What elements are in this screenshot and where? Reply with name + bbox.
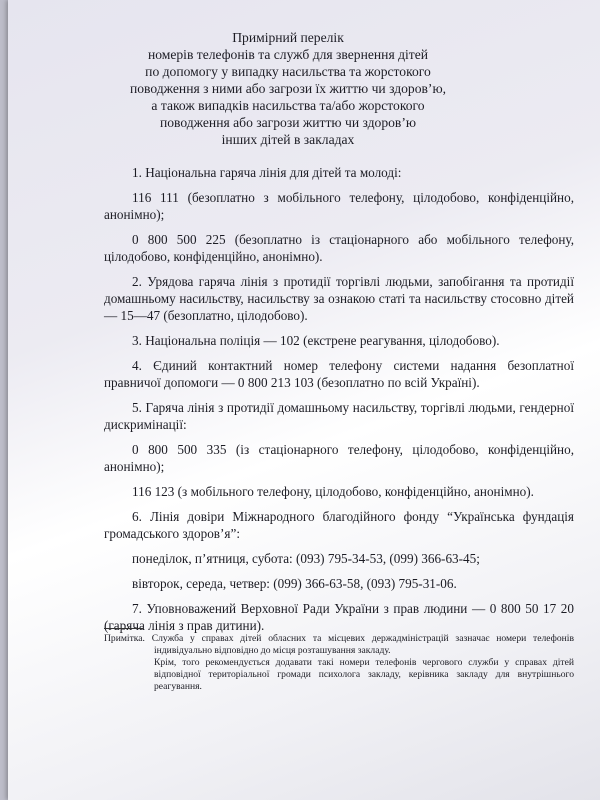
item-6-heading: 6. Лінія довіри Міжнародного благодійного фонду “Українська фундація громадського здоров’я”:	[104, 509, 574, 541]
item-7-ombudsman: 7. Уповноважений Верховної Ради України з прав людини — 0 800 50 17 20 (гаряча лінія з прав дитини).	[104, 601, 574, 633]
item-1-phone-116111: 116 111 (безоплатно з мобільного телефону, цілодобово, конфіденційно, анонімно);	[104, 190, 574, 222]
title-line: а також випадків насильства та/або жорстокого	[151, 98, 425, 113]
item-1-heading: 1. Національна гаряча лінія для дітей та молоді:	[132, 165, 402, 180]
document-title	[68, 29, 508, 148]
hotline-list	[104, 164, 574, 642]
title-line: інших дітей в закладах	[221, 132, 355, 147]
item-5-heading: 5. Гаряча лінія з протидії домашньому насильству, торгівлі людьми, гендерної дискримінації:	[104, 400, 574, 432]
item-1-phone-0800500225: 0 800 500 225 (безоплатно із стаціонарного або мобільного телефону, цілодобово, конфіденційно, анонімно).	[104, 232, 574, 264]
item-5-phone-0800500335: 0 800 500 335 (із стаціонарного телефону, цілодобово, конфіденційно, анонімно);	[104, 442, 574, 474]
document-page	[8, 0, 600, 800]
item-6-schedule-mon-fri-sat: понеділок, п’ятниця, субота: (093) 795-34-53, (099) 366-63-45;	[132, 551, 480, 566]
item-4-legal-aid: 4. Єдиний контактний номер телефону системи надання безоплатної правничої допомоги — 0 800 213 103 (безоплатно по всій Україні).	[104, 358, 574, 390]
item-5-phone-116123: 116 123 (з мобільного телефону, цілодобово, конфіденційно, анонімно).	[132, 484, 534, 499]
title-line: по допомогу у випадку насильства та жорстокого	[145, 64, 431, 79]
title-line: номерів телефонів та служб для звернення дітей	[147, 47, 429, 62]
title-line: поводження або загрози життю чи здоров’ю	[159, 115, 417, 130]
footnote	[104, 628, 574, 693]
item-6-schedule-tue-wed-thu: вівторок, середа, четвер: (099) 366-63-58, (093) 795-31-06.	[132, 576, 457, 591]
item-2-government-hotline: 2. Урядова гаряча лінія з протидії торгівлі людьми, запобігання та протидії домашньому насильству, насильству за ознакою статі та насильству стосовно дітей — 15—47 (безоплатно, цілодобово).	[104, 274, 574, 323]
item-3-police: 3. Національна поліція — 102 (екстрене реагування, цілодобово).	[132, 333, 500, 348]
title-line: поводження з ними або загрози їх життю чи здоров’ю,	[129, 81, 447, 96]
footnote-note-2: Крім, того рекомендується додавати такі номери телефонів чергового служби у справах дітей відповідної територіальної громади психолога закладу, керівника закладу для внутрішнього реагування.	[154, 657, 574, 692]
footnote-divider	[104, 628, 144, 629]
title-line: Примірний перелік	[232, 30, 344, 45]
footnote-note-1: Примітка. Служба у справах дітей обласних та місцевих держадміністрацій зазначає номери телефонів індивідуально відповідно до місця розташування закладу.	[104, 633, 574, 656]
